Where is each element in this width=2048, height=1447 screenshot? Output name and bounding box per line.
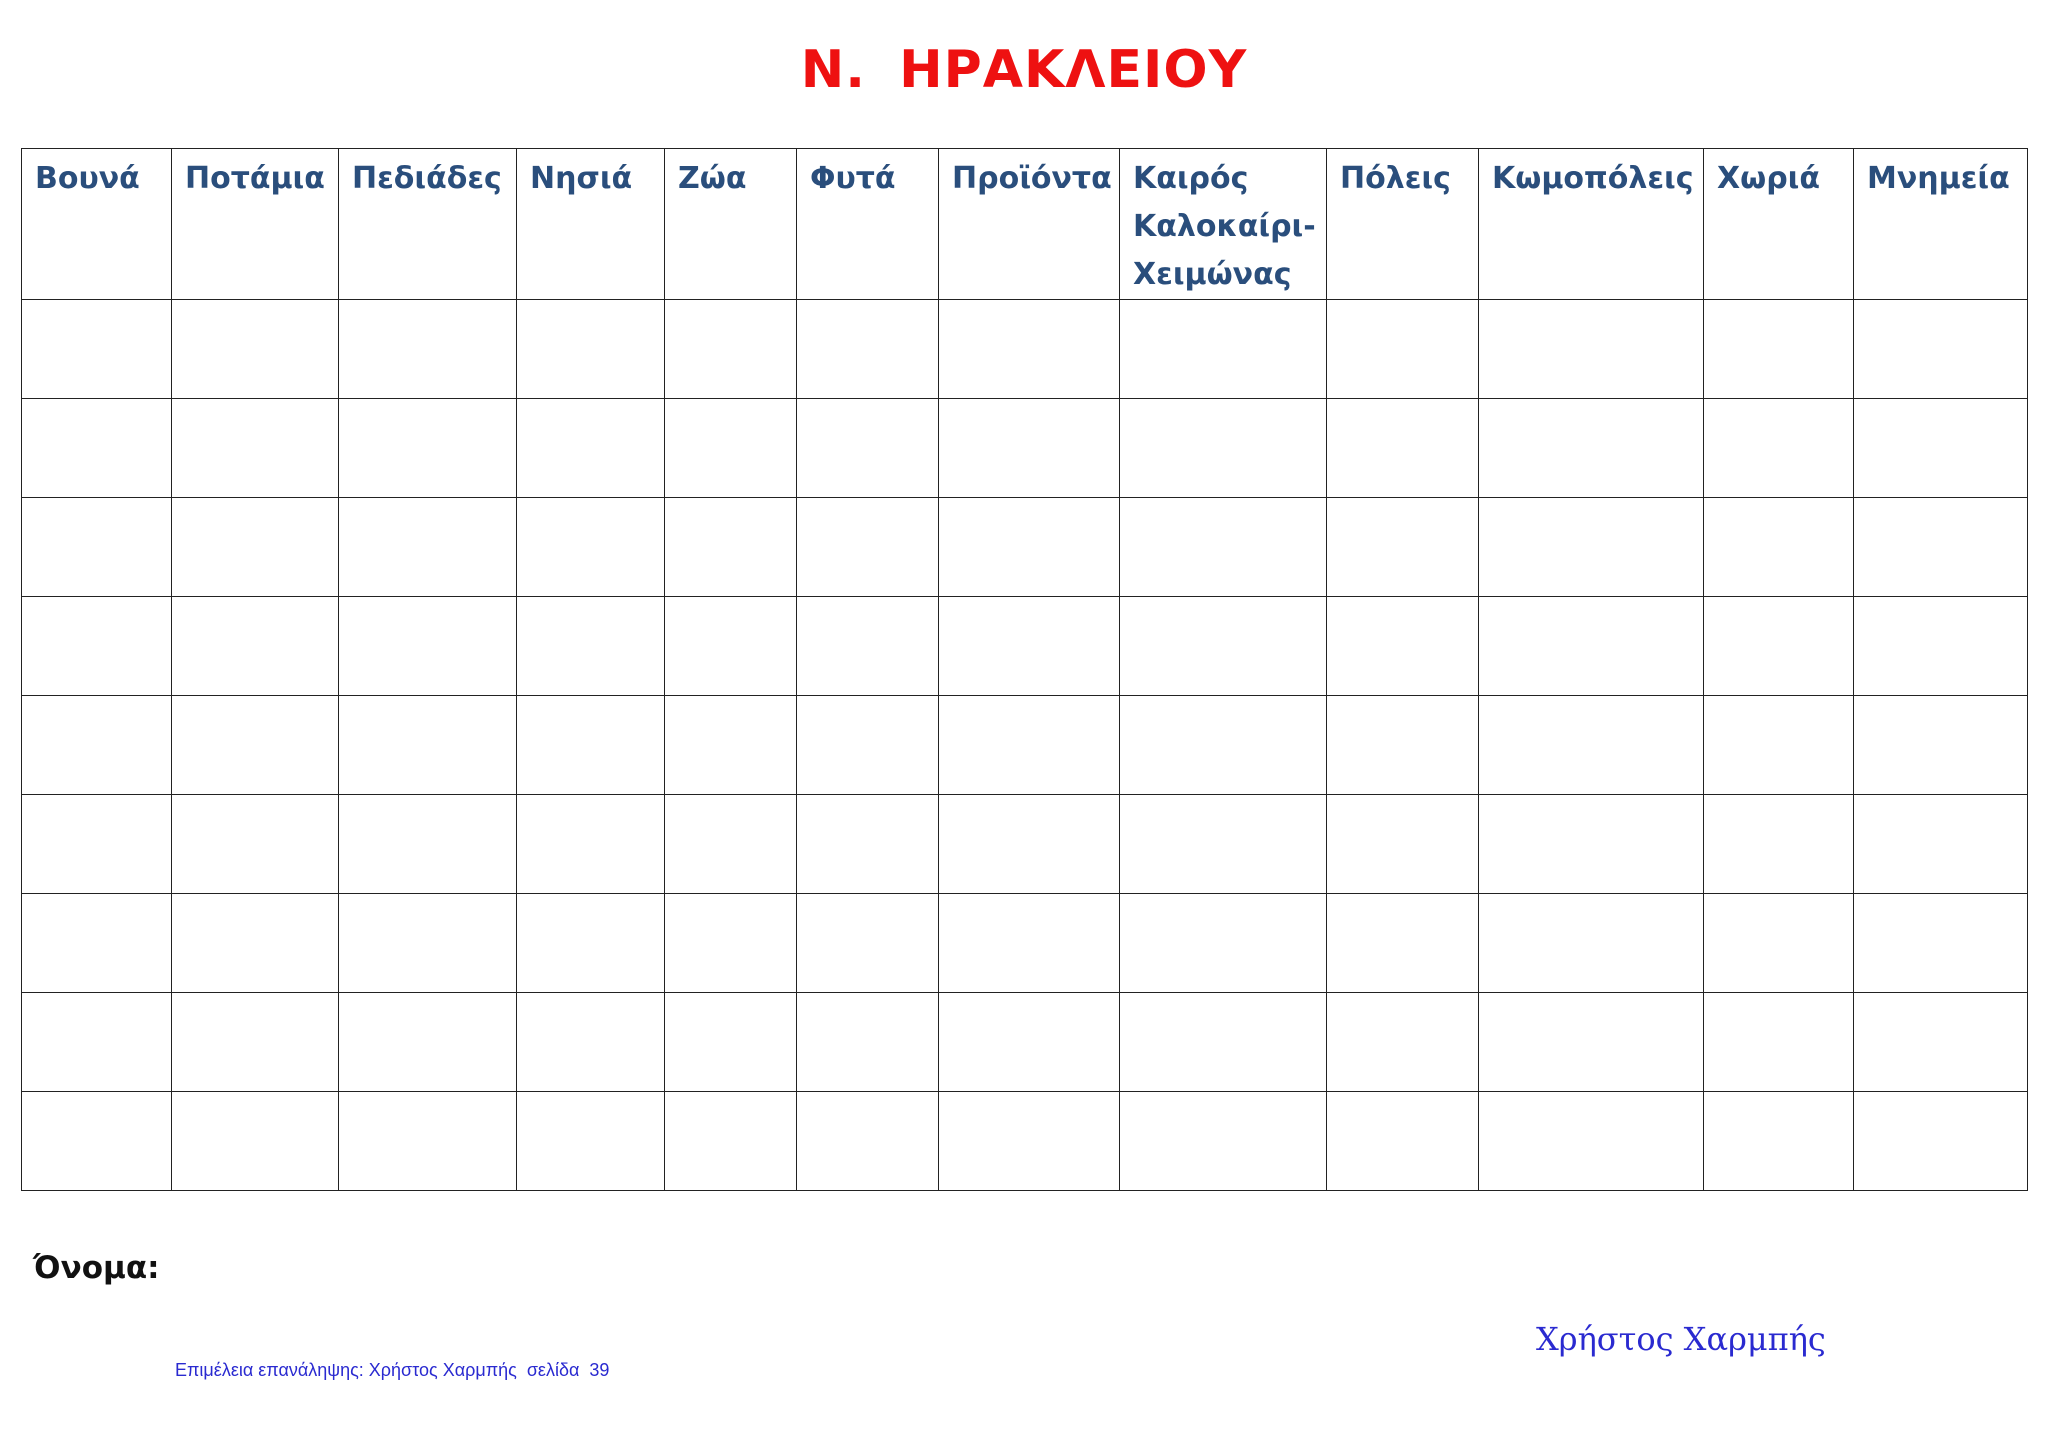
- answer-cell[interactable]: [22, 894, 172, 993]
- answer-cell[interactable]: [172, 696, 339, 795]
- table-row: [22, 696, 2028, 795]
- answer-cell[interactable]: [517, 696, 665, 795]
- answer-cell[interactable]: [22, 696, 172, 795]
- answer-cell[interactable]: [339, 993, 517, 1092]
- answer-cell[interactable]: [1479, 597, 1704, 696]
- answer-cell[interactable]: [172, 795, 339, 894]
- answer-cell[interactable]: [1120, 1092, 1327, 1191]
- answer-cell[interactable]: [22, 1092, 172, 1191]
- answer-cell[interactable]: [797, 1092, 939, 1191]
- answer-cell[interactable]: [172, 993, 339, 1092]
- answer-cell[interactable]: [797, 597, 939, 696]
- answer-cell[interactable]: [1327, 993, 1479, 1092]
- answer-cell[interactable]: [1479, 498, 1704, 597]
- answer-cell[interactable]: [1120, 498, 1327, 597]
- answer-cell[interactable]: [1704, 1092, 1854, 1191]
- answer-cell[interactable]: [1704, 795, 1854, 894]
- answer-cell[interactable]: [339, 894, 517, 993]
- answer-cell[interactable]: [665, 498, 797, 597]
- answer-cell[interactable]: [1479, 300, 1704, 399]
- answer-cell[interactable]: [172, 1092, 339, 1191]
- column-header-products: Προϊόντα: [939, 149, 1120, 300]
- answer-cell[interactable]: [665, 993, 797, 1092]
- answer-cell[interactable]: [1479, 399, 1704, 498]
- answer-cell[interactable]: [1854, 993, 2028, 1092]
- answer-cell[interactable]: [22, 993, 172, 1092]
- answer-cell[interactable]: [939, 696, 1120, 795]
- answer-cell[interactable]: [339, 597, 517, 696]
- answer-cell[interactable]: [797, 498, 939, 597]
- answer-cell[interactable]: [22, 597, 172, 696]
- answer-cell[interactable]: [339, 399, 517, 498]
- answer-cell[interactable]: [517, 597, 665, 696]
- column-header-weather: Καιρός Καλοκαίρι- Χειμώνας: [1120, 149, 1327, 300]
- column-header-animals: Ζώα: [665, 149, 797, 300]
- answer-cell[interactable]: [1854, 597, 2028, 696]
- table-row: [22, 597, 2028, 696]
- answer-cell[interactable]: [665, 597, 797, 696]
- answer-cell[interactable]: [665, 300, 797, 399]
- answer-cell[interactable]: [1327, 498, 1479, 597]
- answer-cell[interactable]: [1854, 300, 2028, 399]
- answer-cell[interactable]: [939, 597, 1120, 696]
- answer-cell[interactable]: [1704, 894, 1854, 993]
- answer-cell[interactable]: [1327, 597, 1479, 696]
- column-header-plains: Πεδιάδες: [339, 149, 517, 300]
- answer-cell[interactable]: [1704, 498, 1854, 597]
- answer-cell[interactable]: [172, 498, 339, 597]
- answer-cell[interactable]: [1327, 1092, 1479, 1191]
- column-header-monuments: Μνημεία: [1854, 149, 2028, 300]
- answer-cell[interactable]: [172, 597, 339, 696]
- answer-cell[interactable]: [1327, 795, 1479, 894]
- answer-cell[interactable]: [797, 300, 939, 399]
- answer-cell[interactable]: [22, 300, 172, 399]
- answer-cell[interactable]: [1120, 795, 1327, 894]
- answer-cell[interactable]: [1479, 795, 1704, 894]
- answer-cell[interactable]: [665, 1092, 797, 1191]
- answer-cell[interactable]: [22, 399, 172, 498]
- answer-cell[interactable]: [339, 795, 517, 894]
- answer-cell[interactable]: [939, 1092, 1120, 1191]
- answer-cell[interactable]: [1120, 300, 1327, 399]
- answer-cell[interactable]: [1704, 597, 1854, 696]
- answer-cell[interactable]: [517, 399, 665, 498]
- author-signature: Χρήστος Χαρμπής: [1536, 1320, 1826, 1358]
- answer-cell[interactable]: [1120, 894, 1327, 993]
- column-header-islands: Νησιά: [517, 149, 665, 300]
- answer-cell[interactable]: [1854, 498, 2028, 597]
- answer-cell[interactable]: [1704, 993, 1854, 1092]
- answer-cell[interactable]: [1479, 993, 1704, 1092]
- answer-cell[interactable]: [665, 399, 797, 498]
- table-row: [22, 894, 2028, 993]
- answer-cell[interactable]: [339, 498, 517, 597]
- answer-cell[interactable]: [517, 993, 665, 1092]
- answer-cell[interactable]: [517, 894, 665, 993]
- column-header-cities: Πόλεις: [1327, 149, 1479, 300]
- answer-cell[interactable]: [665, 795, 797, 894]
- answer-cell[interactable]: [1704, 300, 1854, 399]
- answer-cell[interactable]: [1327, 696, 1479, 795]
- table-body: [22, 300, 2028, 1191]
- answer-cell[interactable]: [1854, 399, 2028, 498]
- answer-cell[interactable]: [1479, 696, 1704, 795]
- name-label: Όνομα:: [33, 1250, 160, 1286]
- answer-cell[interactable]: [939, 795, 1120, 894]
- table-row: [22, 1092, 2028, 1191]
- column-header-mountains: Βουνά: [22, 149, 172, 300]
- column-header-towns: Κωμοπόλεις: [1479, 149, 1704, 300]
- answer-cell[interactable]: [939, 894, 1120, 993]
- answer-cell[interactable]: [1120, 597, 1327, 696]
- answer-cell[interactable]: [1120, 696, 1327, 795]
- page-title: Ν. ΗΡΑΚΛΕΙΟΥ: [800, 40, 1248, 100]
- column-header-rivers: Ποτάμια: [172, 149, 339, 300]
- answer-cell[interactable]: [1120, 399, 1327, 498]
- table-row: [22, 795, 2028, 894]
- answer-cell[interactable]: [939, 498, 1120, 597]
- answer-cell[interactable]: [22, 795, 172, 894]
- answer-cell[interactable]: [172, 399, 339, 498]
- answer-cell[interactable]: [1854, 696, 2028, 795]
- header-row: [22, 149, 2028, 300]
- answer-cell[interactable]: [339, 696, 517, 795]
- answer-cell[interactable]: [1327, 300, 1479, 399]
- answer-cell[interactable]: [797, 399, 939, 498]
- table-row: [22, 993, 2028, 1092]
- answer-cell[interactable]: [22, 498, 172, 597]
- answer-cell[interactable]: [517, 498, 665, 597]
- answer-cell[interactable]: [1854, 1092, 2028, 1191]
- answer-cell[interactable]: [1854, 795, 2028, 894]
- table-row: [22, 498, 2028, 597]
- answer-cell[interactable]: [939, 399, 1120, 498]
- answer-cell[interactable]: [1854, 894, 2028, 993]
- answer-cell[interactable]: [665, 894, 797, 993]
- table-row: [22, 300, 2028, 399]
- answer-cell[interactable]: [339, 1092, 517, 1191]
- answer-cell[interactable]: [797, 894, 939, 993]
- column-header-plants: Φυτά: [797, 149, 939, 300]
- answer-cell[interactable]: [339, 300, 517, 399]
- answer-cell[interactable]: [172, 894, 339, 993]
- answer-cell[interactable]: [1120, 993, 1327, 1092]
- answer-cell[interactable]: [1704, 696, 1854, 795]
- column-header-villages: Χωριά: [1704, 149, 1854, 300]
- answer-cell[interactable]: [1327, 399, 1479, 498]
- answer-cell[interactable]: [797, 993, 939, 1092]
- answer-cell[interactable]: [665, 696, 797, 795]
- answer-cell[interactable]: [1479, 1092, 1704, 1191]
- answer-cell[interactable]: [939, 300, 1120, 399]
- answer-cell[interactable]: [517, 1092, 665, 1191]
- answer-cell[interactable]: [517, 795, 665, 894]
- worksheet-table: [21, 148, 2028, 1191]
- table-row: [22, 399, 2028, 498]
- answer-cell[interactable]: [939, 993, 1120, 1092]
- answer-cell[interactable]: [1327, 894, 1479, 993]
- answer-cell[interactable]: [1704, 399, 1854, 498]
- answer-cell[interactable]: [797, 795, 939, 894]
- page-footer: Επιμέλεια επανάληψης: Χρήστος Χαρμπής σελίδα 39: [175, 1360, 610, 1380]
- answer-cell[interactable]: [517, 300, 665, 399]
- answer-cell[interactable]: [1479, 894, 1704, 993]
- answer-cell[interactable]: [172, 300, 339, 399]
- answer-cell[interactable]: [797, 696, 939, 795]
